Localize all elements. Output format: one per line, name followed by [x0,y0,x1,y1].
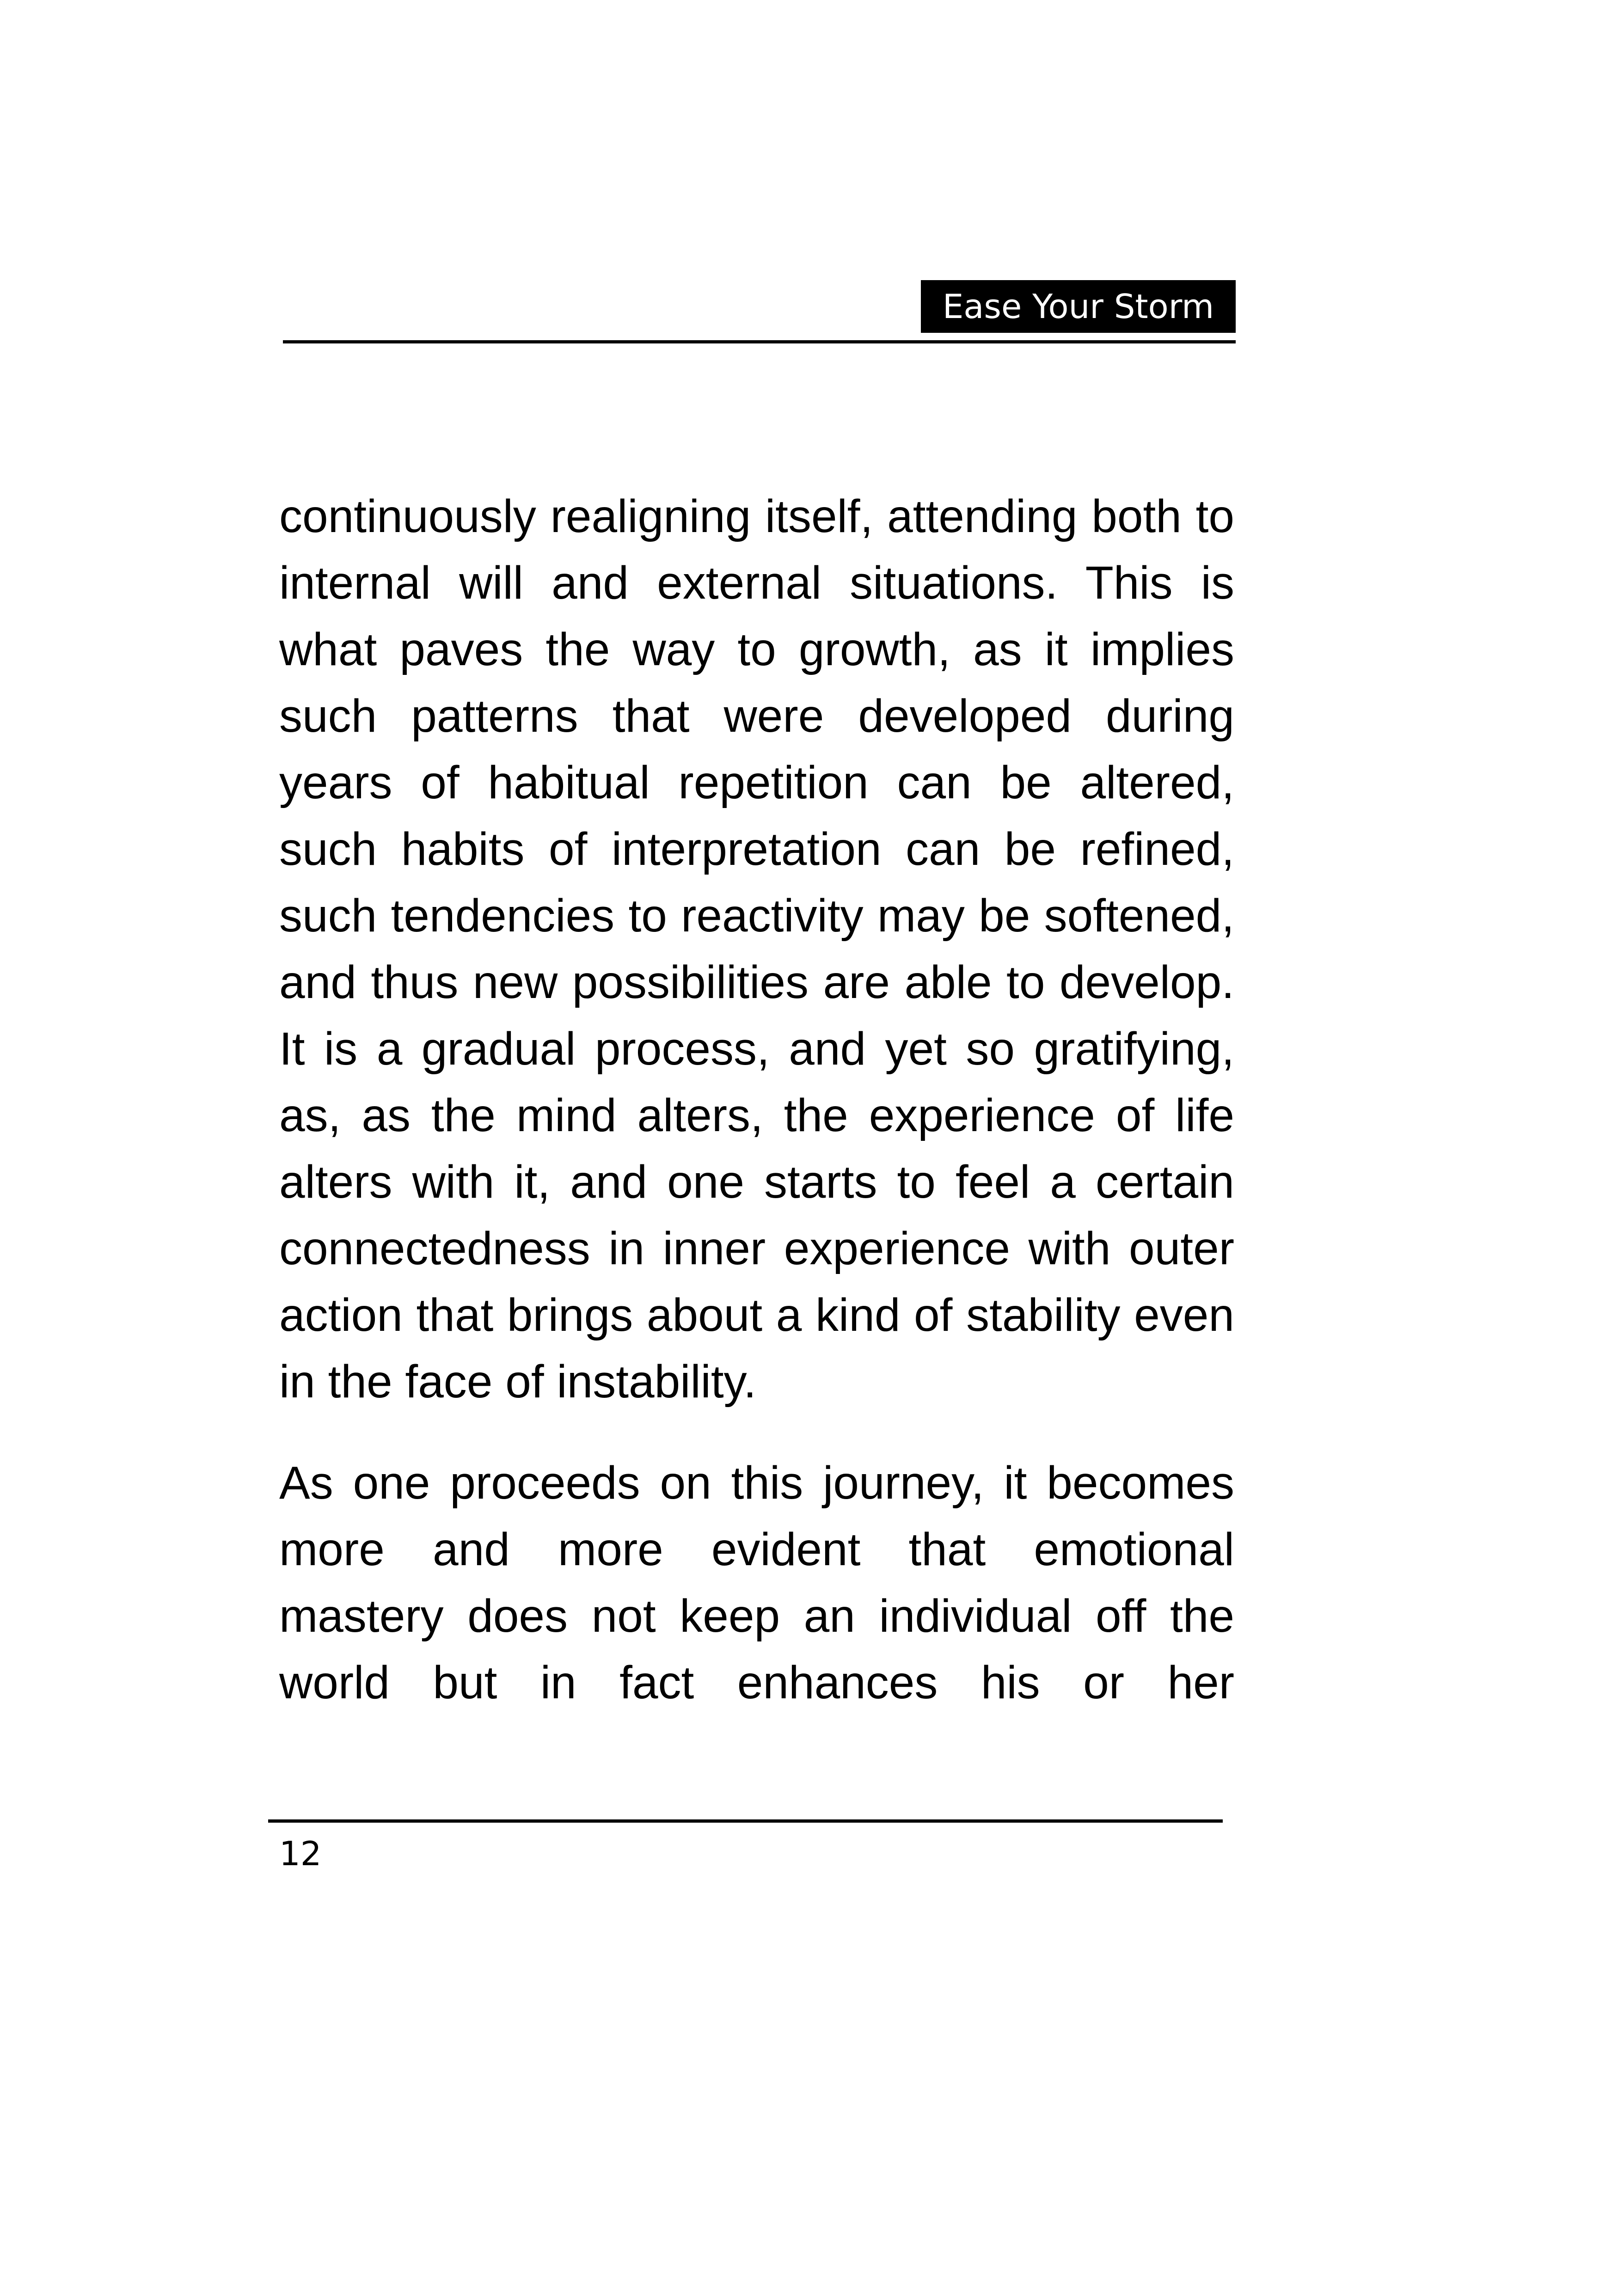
footer-divider [268,1819,1223,1823]
body-text [279,483,1234,1716]
paragraph: As one proceeds on this journey, it becomes more and more evident that emotional mastery does not keep an individual off the world but in fact enhances his or her [279,1457,1234,1708]
running-title: Ease Your Storm [921,280,1236,333]
header-divider [283,340,1236,343]
paragraph: continuously realigning itself, attending both to internal will and external situations. This is what paves the way to growth, as it implies such patterns that were developed during years of habitual repetition can be altered, such habits of interpretation can be refined, such tendencies to reactivity may be softened, and thus new possibilities are able to develop. It is a gradual process, and yet so gratifying, as, as the mind alters, the experience of life alters with it, and one starts to feel a certain connectedness in inner experience with outer action that brings about a kind of stability even in the face of instability. [279,490,1234,1408]
page-number: 12 [279,1834,322,1873]
